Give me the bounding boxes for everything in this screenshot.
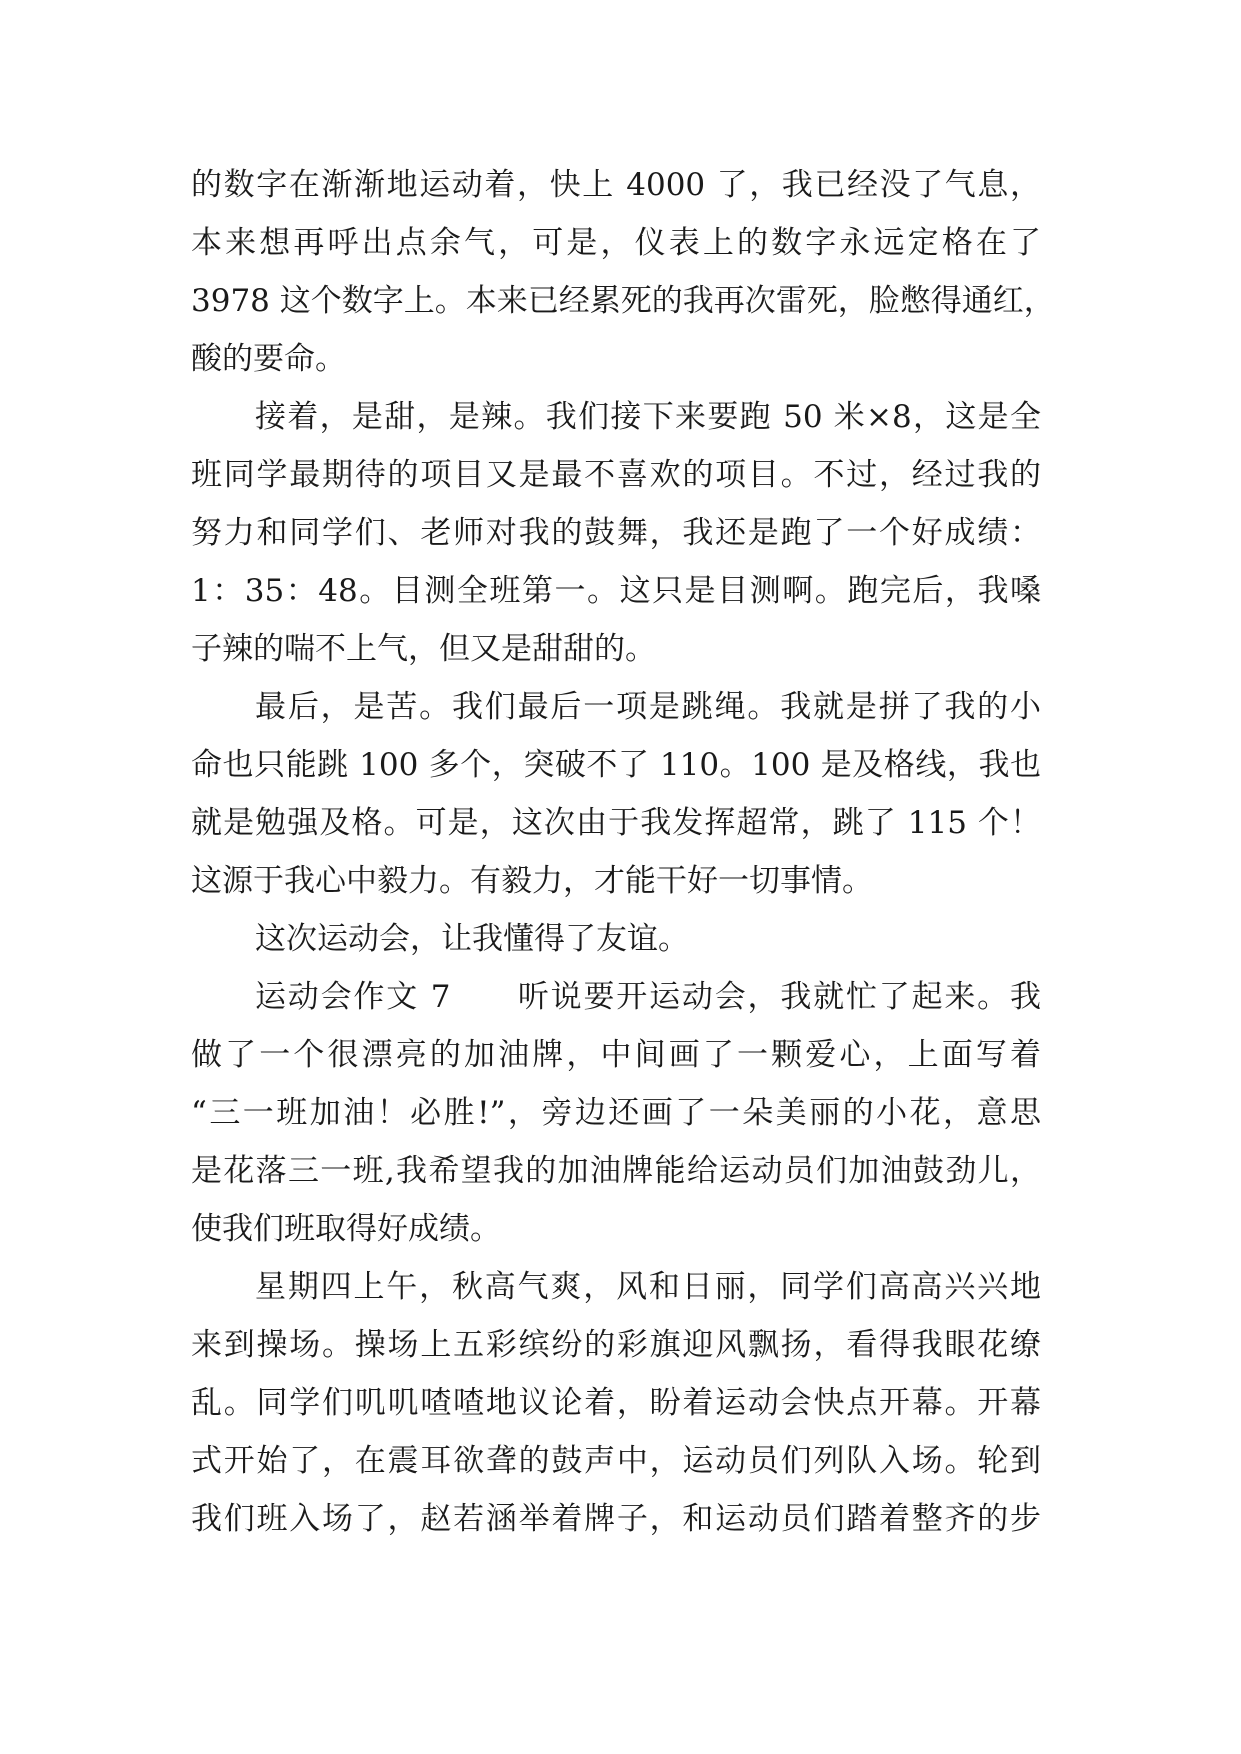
- text-line: 命也只能跳 100 多个，突破不了 110。100 是及格线，我也: [191, 747, 1041, 783]
- text-line: 酸的要命。: [191, 341, 346, 377]
- paragraph-first-line: 接着，是甜，是辣。我们接下来要跑 50 米×8，这是全: [255, 399, 1041, 435]
- text-line: 3978 这个数字上。本来已经累死的我再次雷死，脸憋得通红，: [191, 283, 1055, 319]
- text-line: 就是勉强及格。可是，这次由于我发挥超常，跳了 115 个！: [191, 805, 1041, 841]
- text-line: 子辣的喘不上气，但又是甜甜的。: [191, 631, 656, 667]
- text-line: 努力和同学们、老师对我的鼓舞，我还是跑了一个好成绩：: [191, 515, 1041, 551]
- text-line: 来到操场。操场上五彩缤纷的彩旗迎风飘扬，看得我眼花缭: [191, 1327, 1041, 1363]
- paragraph-first-line: 星期四上午，秋高气爽，风和日丽，同学们高高兴兴地: [255, 1269, 1041, 1305]
- body-text: [191, 156, 1055, 1548]
- text-line: 班同学最期待的项目又是最不喜欢的项目。不过，经过我的: [191, 457, 1041, 493]
- text-line: 使我们班取得好成绩。: [191, 1211, 501, 1247]
- paragraph-first-line: 运动会作文 7 听说要开运动会，我就忙了起来。我: [255, 979, 1041, 1015]
- text-line: 乱。同学们叽叽喳喳地议论着，盼着运动会快点开幕。开幕: [191, 1385, 1041, 1421]
- paragraph-first-line: 这次运动会，让我懂得了友谊。: [255, 921, 689, 957]
- text-line: 1：35：48。目测全班第一。这只是目测啊。跑完后，我嗓: [191, 573, 1041, 609]
- text-line: 式开始了，在震耳欲聋的鼓声中，运动员们列队入场。轮到: [191, 1443, 1041, 1479]
- paragraph-first-line: 最后，是苦。我们最后一项是跳绳。我就是拼了我的小: [255, 689, 1041, 725]
- text-line: 是花落三一班,我希望我的加油牌能给运动员们加油鼓劲儿，: [191, 1153, 1041, 1189]
- text-line: 的数字在渐渐地运动着，快上 4000 了，我已经没了气息，: [191, 167, 1041, 203]
- text-line: “三一班加油！必胜!”，旁边还画了一朵美丽的小花，意思: [191, 1095, 1041, 1131]
- text-line: 本来想再呼出点余气，可是，仪表上的数字永远定格在了: [191, 225, 1041, 261]
- text-line: 这源于我心中毅力。有毅力，才能干好一切事情。: [191, 863, 873, 899]
- text-line: 做了一个很漂亮的加油牌，中间画了一颗爱心，上面写着: [191, 1037, 1041, 1073]
- text-line: 我们班入场了，赵若涵举着牌子，和运动员们踏着整齐的步: [191, 1501, 1041, 1537]
